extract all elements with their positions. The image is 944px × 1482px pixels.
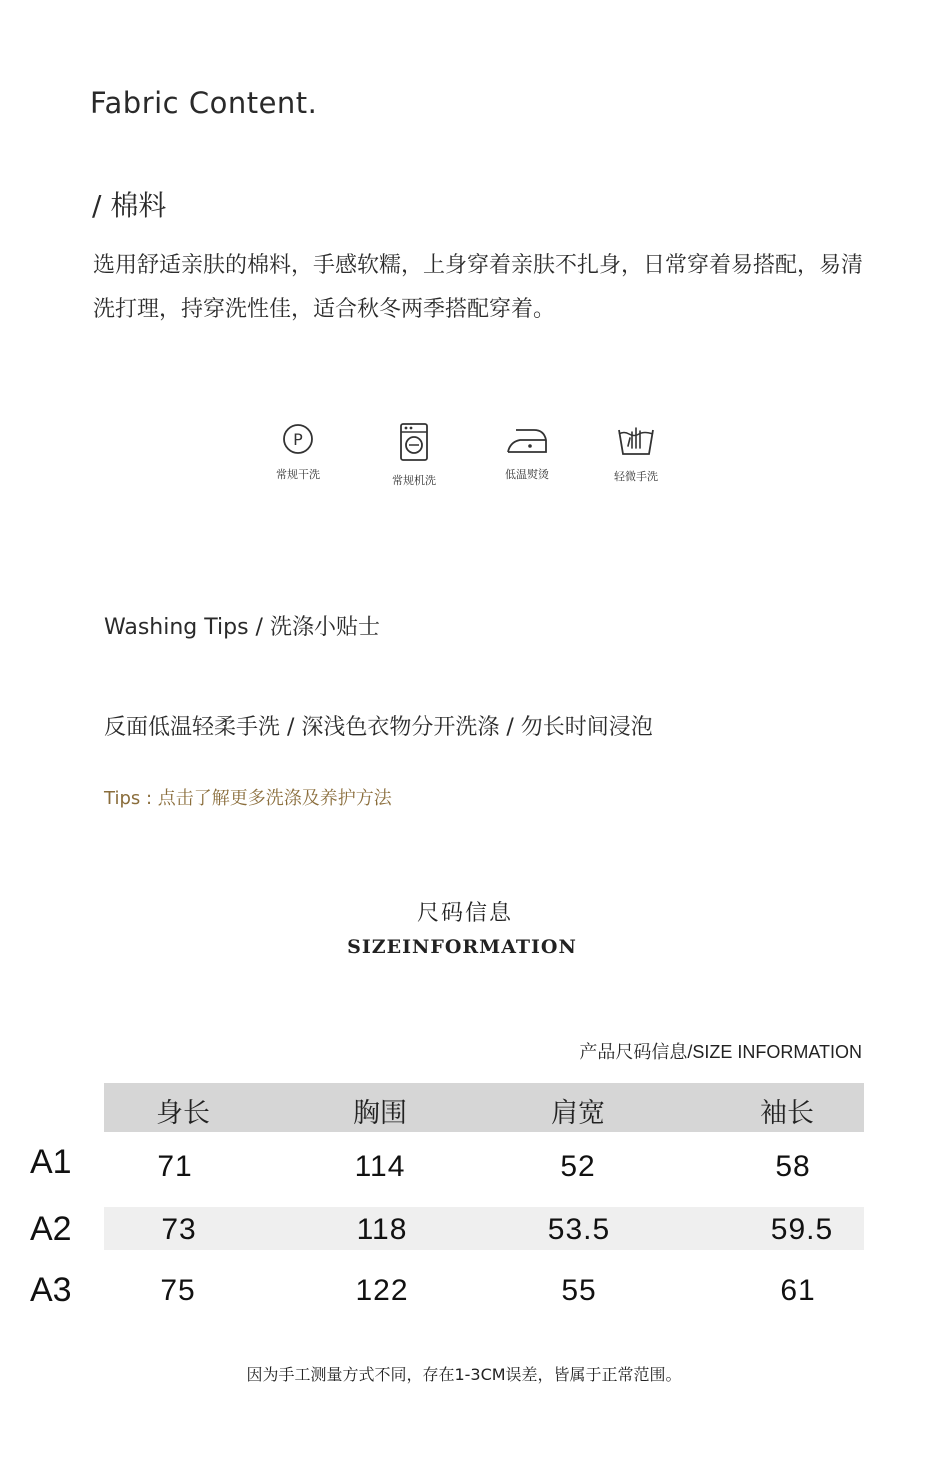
- size-table-caption: 产品尺码信息/SIZE INFORMATION: [579, 1042, 862, 1062]
- material-heading: / 棉料: [92, 189, 167, 222]
- fabric-content-title: Fabric Content.: [90, 86, 318, 120]
- material-description: 选用舒适亲肤的棉料，手感软糯，上身穿着亲肤不扎身，日常穿着易搭配，易清洗打理，持穿洗性佳，适合秋冬两季搭配穿着。: [93, 253, 864, 322]
- header-chest: 胸围: [353, 1098, 407, 1129]
- hand-wash-icon: [614, 422, 658, 458]
- washing-machine-icon: [397, 422, 431, 462]
- row-label: A2: [30, 1210, 72, 1248]
- header-sleeve: 袖长: [760, 1098, 814, 1129]
- size-title-cn: 尺码信息: [416, 901, 513, 926]
- measurement-footnote: 因为手工测量方式不同，存在1-3CM误差，皆属于正常范围。: [246, 1365, 682, 1384]
- care-item-iron: [472, 422, 582, 482]
- table-cell: 122: [355, 1274, 409, 1307]
- care-methods-link[interactable]: Tips : 点击了解更多洗涤及养护方法: [104, 788, 392, 809]
- table-cell: 58: [775, 1150, 811, 1183]
- table-cell: 55: [561, 1274, 597, 1307]
- care-label: 低温熨烫: [505, 468, 549, 481]
- header-length: 身长: [156, 1098, 210, 1129]
- table-cell: 71: [157, 1150, 193, 1183]
- table-cell: 52: [560, 1150, 596, 1183]
- washing-tips-line: 反面低温轻柔手洗 / 深浅色衣物分开洗涤 / 勿长时间浸泡: [104, 715, 653, 740]
- row-label: A3: [30, 1271, 72, 1309]
- table-cell: 118: [356, 1213, 408, 1246]
- care-item-hand-wash: [581, 422, 691, 484]
- table-cell: 59.5: [770, 1213, 834, 1246]
- iron-low-temp-icon: [504, 422, 550, 456]
- row-label: A1: [30, 1143, 72, 1181]
- washing-tips-title: Washing Tips / 洗涤小贴士: [104, 615, 380, 640]
- table-cell: 53.5: [547, 1213, 611, 1246]
- care-label: 常规干洗: [276, 468, 320, 481]
- care-label: 常规机洗: [392, 474, 436, 487]
- header-shoulder: 肩宽: [551, 1098, 605, 1129]
- care-item-machine-wash: [359, 422, 469, 488]
- dry-clean-p-icon: [281, 422, 315, 456]
- table-cell: 114: [354, 1150, 406, 1183]
- care-label: 轻微手洗: [614, 470, 658, 483]
- size-title-en: SIZEINFORMATION: [347, 936, 577, 958]
- svg-text:P: P: [293, 430, 303, 449]
- table-cell: 75: [160, 1274, 196, 1307]
- care-item-dry-clean: [243, 422, 353, 482]
- table-cell: 61: [780, 1274, 816, 1307]
- table-cell: 73: [161, 1213, 197, 1246]
